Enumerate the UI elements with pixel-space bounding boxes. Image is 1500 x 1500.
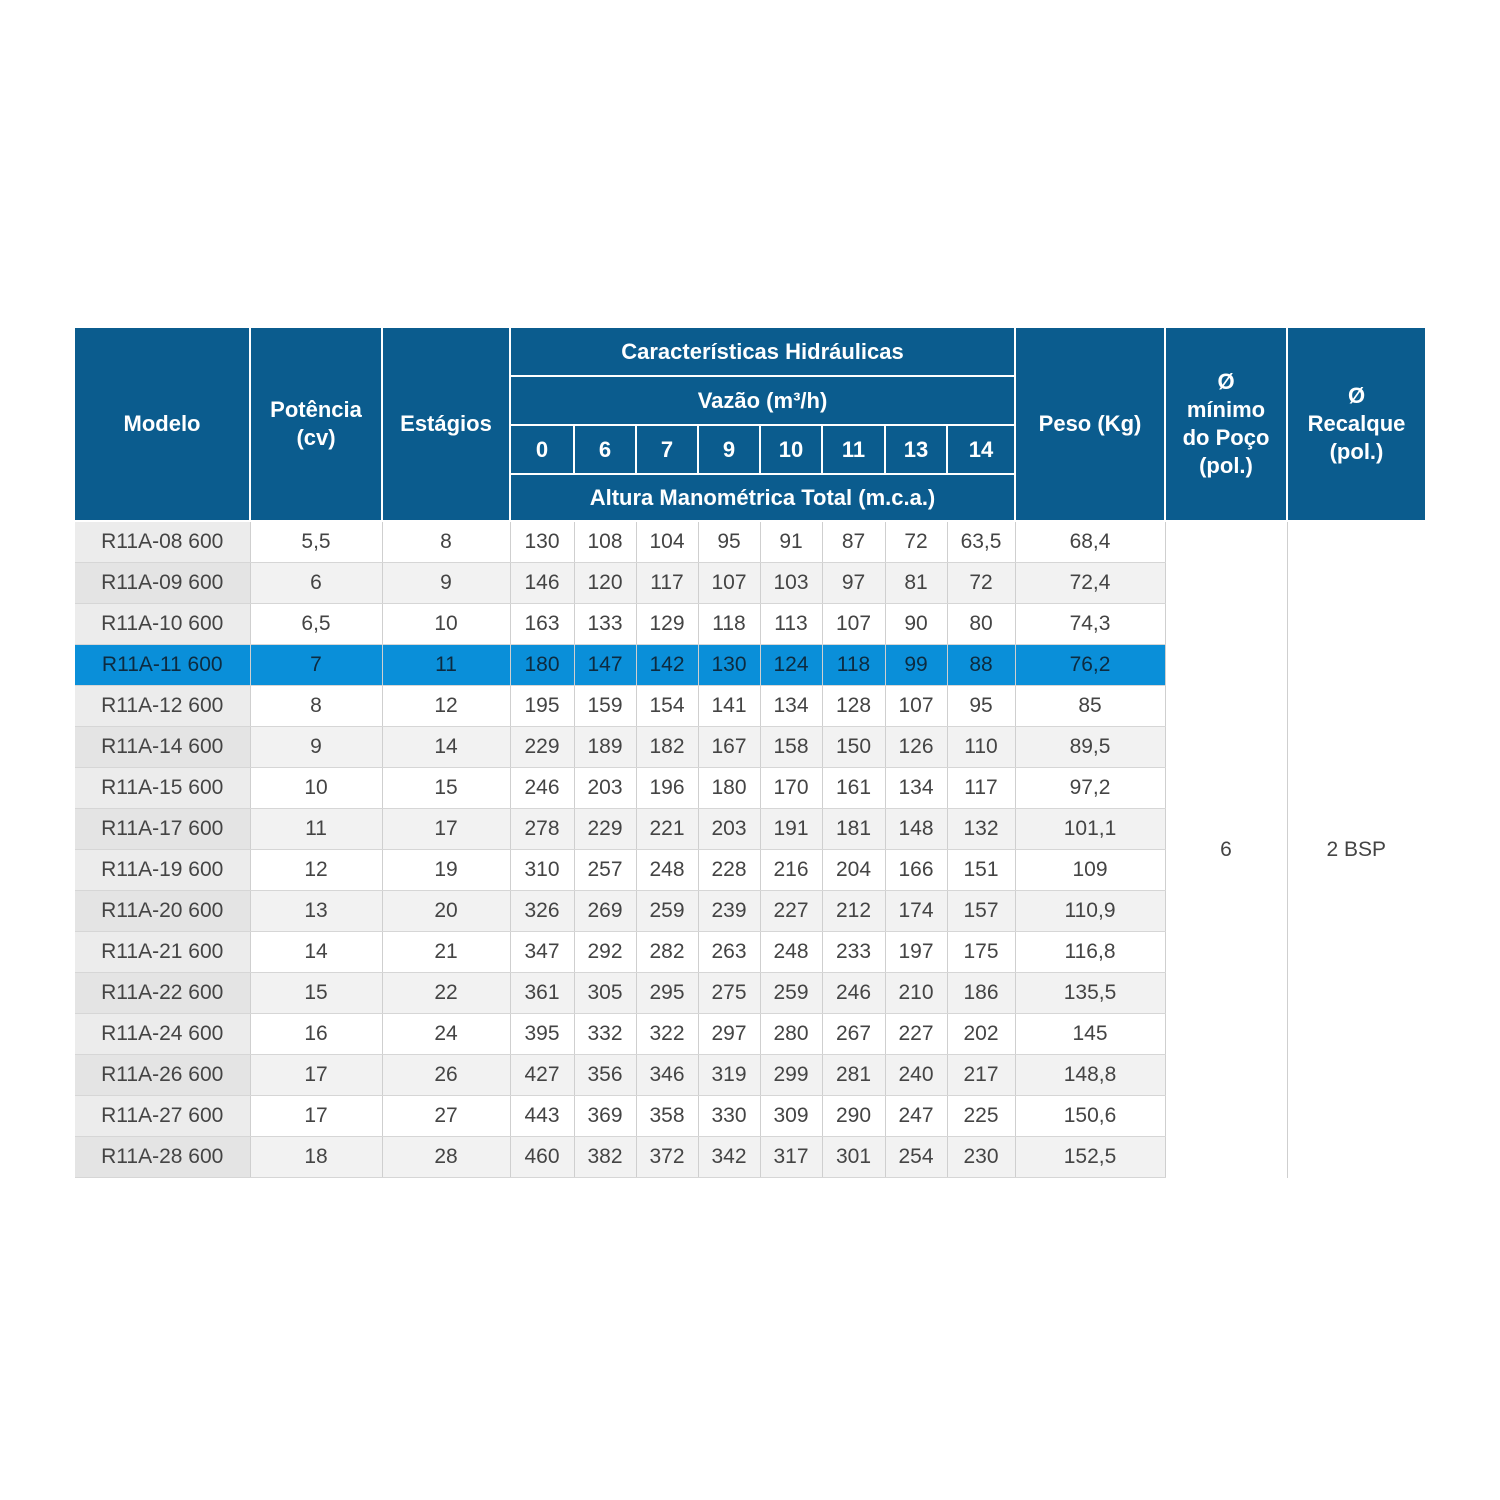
cell-head: 134 xyxy=(760,686,822,727)
cell-modelo: R11A-24 600 xyxy=(75,1014,250,1055)
cell-head: 124 xyxy=(760,645,822,686)
cell-head: 282 xyxy=(636,932,698,973)
cell-modelo: R11A-09 600 xyxy=(75,563,250,604)
cell-head: 319 xyxy=(698,1055,760,1096)
cell-modelo: R11A-22 600 xyxy=(75,973,250,1014)
cell-head: 117 xyxy=(636,563,698,604)
cell-estagios: 24 xyxy=(382,1014,510,1055)
cell-head: 120 xyxy=(574,563,636,604)
cell-potencia: 14 xyxy=(250,932,382,973)
cell-head: 87 xyxy=(822,521,885,563)
cell-estagios: 10 xyxy=(382,604,510,645)
header-estagios: Estágios xyxy=(382,328,510,521)
cell-head: 204 xyxy=(822,850,885,891)
cell-head: 310 xyxy=(510,850,574,891)
cell-head: 167 xyxy=(698,727,760,768)
header-flow-0: 0 xyxy=(510,425,574,474)
cell-head: 275 xyxy=(698,973,760,1014)
cell-estagios: 26 xyxy=(382,1055,510,1096)
cell-head: 322 xyxy=(636,1014,698,1055)
cell-estagios: 11 xyxy=(382,645,510,686)
cell-head: 195 xyxy=(510,686,574,727)
cell-head: 203 xyxy=(574,768,636,809)
cell-potencia: 17 xyxy=(250,1055,382,1096)
cell-peso: 110,9 xyxy=(1015,891,1165,932)
cell-head: 157 xyxy=(947,891,1015,932)
cell-head: 161 xyxy=(822,768,885,809)
header-flow-2: 7 xyxy=(636,425,698,474)
cell-head: 254 xyxy=(885,1137,947,1178)
cell-head: 88 xyxy=(947,645,1015,686)
header-flow-5: 11 xyxy=(822,425,885,474)
cell-estagios: 19 xyxy=(382,850,510,891)
header-recalque: Ø Recalque (pol.) xyxy=(1287,328,1425,521)
cell-head: 90 xyxy=(885,604,947,645)
cell-head: 130 xyxy=(510,521,574,563)
cell-head: 212 xyxy=(822,891,885,932)
cell-head: 259 xyxy=(760,973,822,1014)
cell-potencia: 9 xyxy=(250,727,382,768)
cell-peso: 76,2 xyxy=(1015,645,1165,686)
cell-modelo: R11A-10 600 xyxy=(75,604,250,645)
cell-head: 356 xyxy=(574,1055,636,1096)
cell-potencia: 17 xyxy=(250,1096,382,1137)
cell-head: 309 xyxy=(760,1096,822,1137)
cell-head: 346 xyxy=(636,1055,698,1096)
cell-head: 427 xyxy=(510,1055,574,1096)
cell-head: 97 xyxy=(822,563,885,604)
cell-modelo: R11A-19 600 xyxy=(75,850,250,891)
header-caracteristicas: Características Hidráulicas xyxy=(510,328,1015,376)
cell-head: 280 xyxy=(760,1014,822,1055)
cell-head: 292 xyxy=(574,932,636,973)
cell-head: 297 xyxy=(698,1014,760,1055)
cell-head: 91 xyxy=(760,521,822,563)
cell-head: 170 xyxy=(760,768,822,809)
cell-head: 180 xyxy=(698,768,760,809)
cell-head: 182 xyxy=(636,727,698,768)
pump-spec-table xyxy=(75,328,1425,1178)
cell-peso: 150,6 xyxy=(1015,1096,1165,1137)
cell-head: 305 xyxy=(574,973,636,1014)
cell-head: 113 xyxy=(760,604,822,645)
cell-peso: 101,1 xyxy=(1015,809,1165,850)
cell-head: 151 xyxy=(947,850,1015,891)
cell-head: 181 xyxy=(822,809,885,850)
cell-head: 263 xyxy=(698,932,760,973)
cell-head: 118 xyxy=(822,645,885,686)
cell-head: 247 xyxy=(885,1096,947,1137)
cell-head: 80 xyxy=(947,604,1015,645)
cell-potencia: 18 xyxy=(250,1137,382,1178)
cell-head: 227 xyxy=(885,1014,947,1055)
header-vazao: Vazão (m³/h) xyxy=(510,376,1015,425)
cell-head: 180 xyxy=(510,645,574,686)
cell-head: 128 xyxy=(822,686,885,727)
cell-head: 330 xyxy=(698,1096,760,1137)
cell-peso: 148,8 xyxy=(1015,1055,1165,1096)
cell-peso: 152,5 xyxy=(1015,1137,1165,1178)
cell-head: 103 xyxy=(760,563,822,604)
cell-head: 104 xyxy=(636,521,698,563)
cell-head: 95 xyxy=(698,521,760,563)
cell-head: 148 xyxy=(885,809,947,850)
cell-head: 126 xyxy=(885,727,947,768)
cell-head: 133 xyxy=(574,604,636,645)
table-header xyxy=(75,328,1425,521)
cell-estagios: 9 xyxy=(382,563,510,604)
cell-head: 175 xyxy=(947,932,1015,973)
cell-modelo: R11A-14 600 xyxy=(75,727,250,768)
cell-modelo: R11A-27 600 xyxy=(75,1096,250,1137)
header-peso: Peso (Kg) xyxy=(1015,328,1165,521)
cell-head: 299 xyxy=(760,1055,822,1096)
cell-estagios: 28 xyxy=(382,1137,510,1178)
cell-head: 107 xyxy=(698,563,760,604)
cell-head: 229 xyxy=(574,809,636,850)
cell-head: 225 xyxy=(947,1096,1015,1137)
cell-head: 63,5 xyxy=(947,521,1015,563)
cell-head: 259 xyxy=(636,891,698,932)
cell-head: 369 xyxy=(574,1096,636,1137)
cell-head: 216 xyxy=(760,850,822,891)
cell-estagios: 12 xyxy=(382,686,510,727)
cell-head: 163 xyxy=(510,604,574,645)
cell-recalque-shared: 2 BSP xyxy=(1287,521,1425,1178)
cell-head: 248 xyxy=(760,932,822,973)
cell-peso: 116,8 xyxy=(1015,932,1165,973)
cell-peso: 72,4 xyxy=(1015,563,1165,604)
cell-modelo: R11A-15 600 xyxy=(75,768,250,809)
cell-peso: 89,5 xyxy=(1015,727,1165,768)
cell-head: 147 xyxy=(574,645,636,686)
cell-peso: 145 xyxy=(1015,1014,1165,1055)
cell-head: 228 xyxy=(698,850,760,891)
cell-head: 332 xyxy=(574,1014,636,1055)
cell-head: 107 xyxy=(885,686,947,727)
table-body xyxy=(75,521,1425,1178)
cell-head: 230 xyxy=(947,1137,1015,1178)
cell-head: 189 xyxy=(574,727,636,768)
cell-head: 110 xyxy=(947,727,1015,768)
cell-head: 142 xyxy=(636,645,698,686)
header-flow-1: 6 xyxy=(574,425,636,474)
cell-head: 257 xyxy=(574,850,636,891)
cell-estagios: 27 xyxy=(382,1096,510,1137)
cell-estagios: 17 xyxy=(382,809,510,850)
cell-head: 141 xyxy=(698,686,760,727)
cell-head: 278 xyxy=(510,809,574,850)
cell-peso: 109 xyxy=(1015,850,1165,891)
cell-head: 217 xyxy=(947,1055,1015,1096)
cell-potencia: 11 xyxy=(250,809,382,850)
cell-head: 240 xyxy=(885,1055,947,1096)
cell-head: 117 xyxy=(947,768,1015,809)
cell-head: 72 xyxy=(947,563,1015,604)
cell-potencia: 13 xyxy=(250,891,382,932)
cell-head: 295 xyxy=(636,973,698,1014)
cell-head: 132 xyxy=(947,809,1015,850)
cell-head: 166 xyxy=(885,850,947,891)
cell-estagios: 14 xyxy=(382,727,510,768)
cell-potencia: 16 xyxy=(250,1014,382,1055)
header-altura: Altura Manométrica Total (m.c.a.) xyxy=(510,474,1015,521)
header-flow-3: 9 xyxy=(698,425,760,474)
cell-modelo: R11A-12 600 xyxy=(75,686,250,727)
cell-head: 372 xyxy=(636,1137,698,1178)
cell-poco-shared: 6 xyxy=(1165,521,1287,1178)
cell-head: 301 xyxy=(822,1137,885,1178)
cell-peso: 97,2 xyxy=(1015,768,1165,809)
cell-potencia: 8 xyxy=(250,686,382,727)
cell-head: 159 xyxy=(574,686,636,727)
cell-head: 342 xyxy=(698,1137,760,1178)
header-flow-4: 10 xyxy=(760,425,822,474)
table-row xyxy=(75,521,1425,563)
cell-head: 107 xyxy=(822,604,885,645)
cell-modelo: R11A-08 600 xyxy=(75,521,250,563)
cell-head: 358 xyxy=(636,1096,698,1137)
cell-head: 269 xyxy=(574,891,636,932)
header-poco: Ø mínimo do Poço (pol.) xyxy=(1165,328,1287,521)
cell-head: 146 xyxy=(510,563,574,604)
cell-head: 267 xyxy=(822,1014,885,1055)
cell-potencia: 7 xyxy=(250,645,382,686)
cell-head: 108 xyxy=(574,521,636,563)
cell-head: 361 xyxy=(510,973,574,1014)
pump-spec-table-container xyxy=(75,328,1425,1178)
cell-head: 221 xyxy=(636,809,698,850)
cell-modelo: R11A-20 600 xyxy=(75,891,250,932)
header-flow-7: 14 xyxy=(947,425,1015,474)
cell-head: 233 xyxy=(822,932,885,973)
cell-head: 229 xyxy=(510,727,574,768)
cell-head: 246 xyxy=(822,973,885,1014)
cell-potencia: 5,5 xyxy=(250,521,382,563)
header-potencia: Potência (cv) xyxy=(250,328,382,521)
cell-peso: 74,3 xyxy=(1015,604,1165,645)
cell-estagios: 8 xyxy=(382,521,510,563)
cell-modelo: R11A-11 600 xyxy=(75,645,250,686)
cell-head: 326 xyxy=(510,891,574,932)
cell-peso: 68,4 xyxy=(1015,521,1165,563)
cell-head: 158 xyxy=(760,727,822,768)
cell-head: 150 xyxy=(822,727,885,768)
cell-head: 186 xyxy=(947,973,1015,1014)
cell-peso: 135,5 xyxy=(1015,973,1165,1014)
cell-head: 239 xyxy=(698,891,760,932)
cell-head: 460 xyxy=(510,1137,574,1178)
cell-head: 202 xyxy=(947,1014,1015,1055)
cell-head: 395 xyxy=(510,1014,574,1055)
cell-head: 130 xyxy=(698,645,760,686)
cell-peso: 85 xyxy=(1015,686,1165,727)
cell-potencia: 10 xyxy=(250,768,382,809)
cell-head: 210 xyxy=(885,973,947,1014)
cell-modelo: R11A-26 600 xyxy=(75,1055,250,1096)
cell-potencia: 6,5 xyxy=(250,604,382,645)
cell-head: 196 xyxy=(636,768,698,809)
cell-head: 134 xyxy=(885,768,947,809)
cell-modelo: R11A-28 600 xyxy=(75,1137,250,1178)
cell-head: 154 xyxy=(636,686,698,727)
cell-head: 191 xyxy=(760,809,822,850)
cell-estagios: 15 xyxy=(382,768,510,809)
cell-head: 72 xyxy=(885,521,947,563)
cell-head: 129 xyxy=(636,604,698,645)
cell-estagios: 22 xyxy=(382,973,510,1014)
cell-head: 99 xyxy=(885,645,947,686)
cell-potencia: 12 xyxy=(250,850,382,891)
cell-potencia: 15 xyxy=(250,973,382,1014)
cell-estagios: 21 xyxy=(382,932,510,973)
cell-head: 197 xyxy=(885,932,947,973)
header-modelo: Modelo xyxy=(75,328,250,521)
cell-head: 443 xyxy=(510,1096,574,1137)
cell-estagios: 20 xyxy=(382,891,510,932)
cell-head: 290 xyxy=(822,1096,885,1137)
cell-modelo: R11A-21 600 xyxy=(75,932,250,973)
cell-head: 246 xyxy=(510,768,574,809)
cell-head: 227 xyxy=(760,891,822,932)
cell-head: 203 xyxy=(698,809,760,850)
cell-head: 347 xyxy=(510,932,574,973)
cell-head: 248 xyxy=(636,850,698,891)
cell-head: 382 xyxy=(574,1137,636,1178)
cell-head: 317 xyxy=(760,1137,822,1178)
cell-head: 281 xyxy=(822,1055,885,1096)
cell-head: 174 xyxy=(885,891,947,932)
cell-head: 81 xyxy=(885,563,947,604)
cell-head: 95 xyxy=(947,686,1015,727)
cell-head: 118 xyxy=(698,604,760,645)
cell-potencia: 6 xyxy=(250,563,382,604)
header-flow-6: 13 xyxy=(885,425,947,474)
cell-modelo: R11A-17 600 xyxy=(75,809,250,850)
